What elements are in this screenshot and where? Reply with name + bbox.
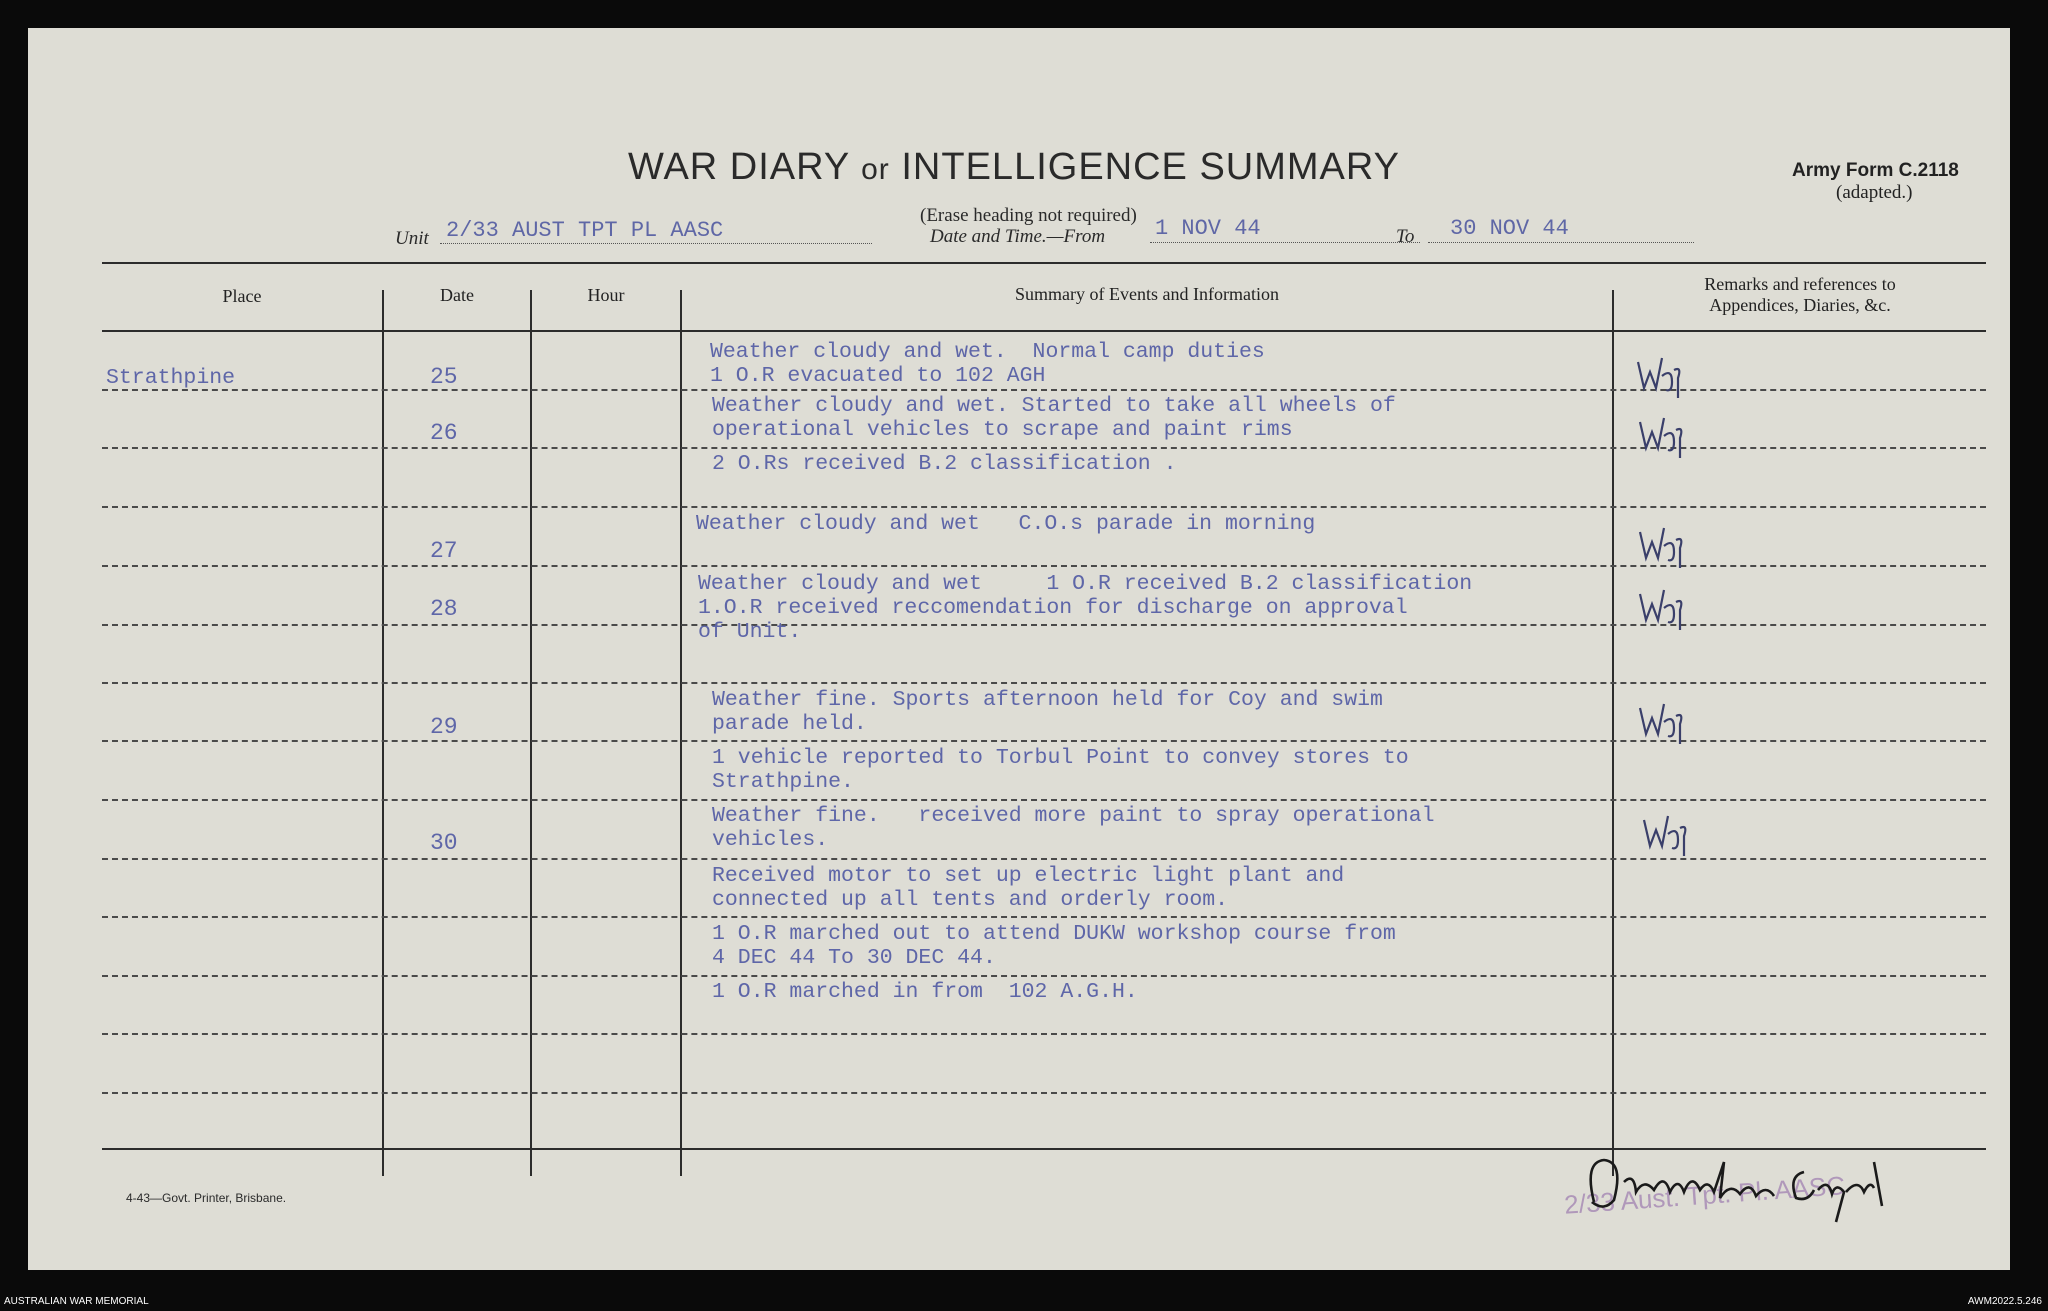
row-rule (102, 447, 1986, 449)
col-divider-summary-remarks (1612, 290, 1614, 1176)
from-dotted-line (1150, 242, 1420, 243)
row-rule (102, 740, 1986, 742)
row-rule (102, 682, 1986, 684)
footer-archive-name: AUSTRALIAN WAR MEMORIAL (4, 1296, 149, 1307)
summary-line: Weather cloudy and wet C.O.s parade in morning (696, 512, 1316, 536)
summary-line: 2 O.Rs received B.2 classification . (712, 452, 1177, 476)
entry-summary (712, 804, 1435, 852)
summary-line: connected up all tents and orderly room. (712, 888, 1229, 912)
summary-line: Weather fine. Sports afternoon held for Coy and swim (712, 688, 1383, 712)
header-remarks-line2: Appendices, Diaries, &c. (1709, 295, 1891, 315)
entry-place: Strathpine (106, 366, 236, 390)
summary-line: Strathpine. (712, 770, 854, 794)
entry-date: 29 (430, 714, 458, 740)
title-main: WAR DIARY (628, 146, 850, 188)
row-rule (102, 1033, 1986, 1035)
footer-archive-ref: AWM2022.5.246 (1967, 1296, 2042, 1307)
summary-line: 1 vehicle reported to Torbul Point to convey stores to (712, 746, 1409, 770)
unit-value: 2/33 AUST TPT PL AASC (446, 218, 724, 243)
row-rule (102, 565, 1986, 567)
diary-page (28, 28, 2010, 1270)
table-header-rule (102, 330, 1986, 332)
handwritten-initials (1638, 806, 1698, 858)
entry-summary (712, 746, 1409, 794)
army-form-number: Army Form C.2118 (1792, 160, 1959, 181)
title-rest: INTELLIGENCE SUMMARY (901, 146, 1400, 188)
entry-summary (712, 688, 1383, 736)
date-time-from-label: Date and Time.—From (930, 226, 1106, 247)
summary-line: Received motor to set up electric light plant and (712, 864, 1345, 888)
to-date-value: 30 NOV 44 (1450, 216, 1569, 241)
handwritten-initials (1634, 580, 1694, 632)
entry-date: 28 (430, 596, 458, 622)
summary-line: parade held. (712, 712, 867, 736)
title-or: or (861, 153, 890, 186)
entry-summary (712, 864, 1344, 912)
signature (1574, 1142, 1914, 1232)
col-divider-date-hour (530, 290, 532, 1176)
col-divider-hour-summary (680, 290, 682, 1176)
table-top-rule (102, 262, 1986, 264)
erase-note: (Erase heading not required) (920, 205, 1137, 226)
entry-date: 30 (430, 830, 458, 856)
summary-line: operational vehicles to scrape and paint rims (712, 418, 1293, 442)
header-place: Place (222, 286, 262, 306)
summary-line: vehicles. (712, 828, 829, 852)
header-date: Date (440, 285, 474, 305)
to-label: To (1396, 226, 1415, 247)
entry-summary (696, 512, 1315, 536)
entry-date: 26 (430, 420, 458, 446)
row-rule (102, 506, 1986, 508)
entry-summary (712, 922, 1396, 970)
summary-line: 1 O.R evacuated to 102 AGH (710, 364, 1046, 388)
handwritten-initials (1634, 518, 1694, 570)
entry-summary (712, 980, 1138, 1004)
row-rule (102, 916, 1986, 918)
handwritten-initials (1634, 408, 1694, 460)
header-hour: Hour (587, 285, 625, 305)
row-rule (102, 799, 1986, 801)
header-remarks (1614, 274, 1986, 316)
page-title (628, 146, 1400, 189)
unit-label: Unit (395, 228, 429, 249)
to-dotted-line (1428, 242, 1694, 243)
printer-note: 4-43—Govt. Printer, Brisbane. (126, 1191, 287, 1205)
row-rule (102, 975, 1986, 977)
summary-line: 4 DEC 44 To 30 DEC 44. (712, 946, 996, 970)
row-rule (102, 1092, 1986, 1094)
summary-line: of Unit. (698, 620, 802, 644)
unit-dotted-line (440, 243, 872, 244)
summary-line: 1 O.R marched in from 102 A.G.H. (712, 980, 1138, 1004)
summary-line: 1.O.R received reccomendation for discharge on approval (698, 596, 1408, 620)
entry-summary (712, 452, 1176, 476)
col-divider-place-date (382, 290, 384, 1176)
handwritten-initials (1632, 348, 1692, 400)
summary-line: Weather cloudy and wet 1 O.R received B.2 classification (698, 572, 1473, 596)
row-rule (102, 858, 1986, 860)
header-remarks-line1: Remarks and references to (1704, 274, 1896, 294)
row-rule (102, 389, 1986, 391)
entry-summary (698, 572, 1472, 644)
summary-line: 1 O.R marched out to attend DUKW workshop course from (712, 922, 1396, 946)
handwritten-initials (1634, 694, 1694, 746)
entry-summary (712, 394, 1396, 442)
army-form-adapted: (adapted.) (1836, 182, 1913, 203)
entry-date: 27 (430, 538, 458, 564)
summary-line: Weather cloudy and wet. Normal camp duties (710, 340, 1265, 364)
entry-summary (710, 340, 1265, 388)
summary-line: Weather fine. received more paint to spray operational (712, 804, 1435, 828)
unit-stamp: 2/33 Aust. Tpt. Pl. AASC (1563, 1170, 1847, 1220)
summary-line: Weather cloudy and wet. Started to take all wheels of (712, 394, 1396, 418)
entry-date: 25 (430, 364, 458, 390)
from-date-value: 1 NOV 44 (1155, 216, 1261, 241)
header-summary: Summary of Events and Information (1015, 284, 1279, 304)
